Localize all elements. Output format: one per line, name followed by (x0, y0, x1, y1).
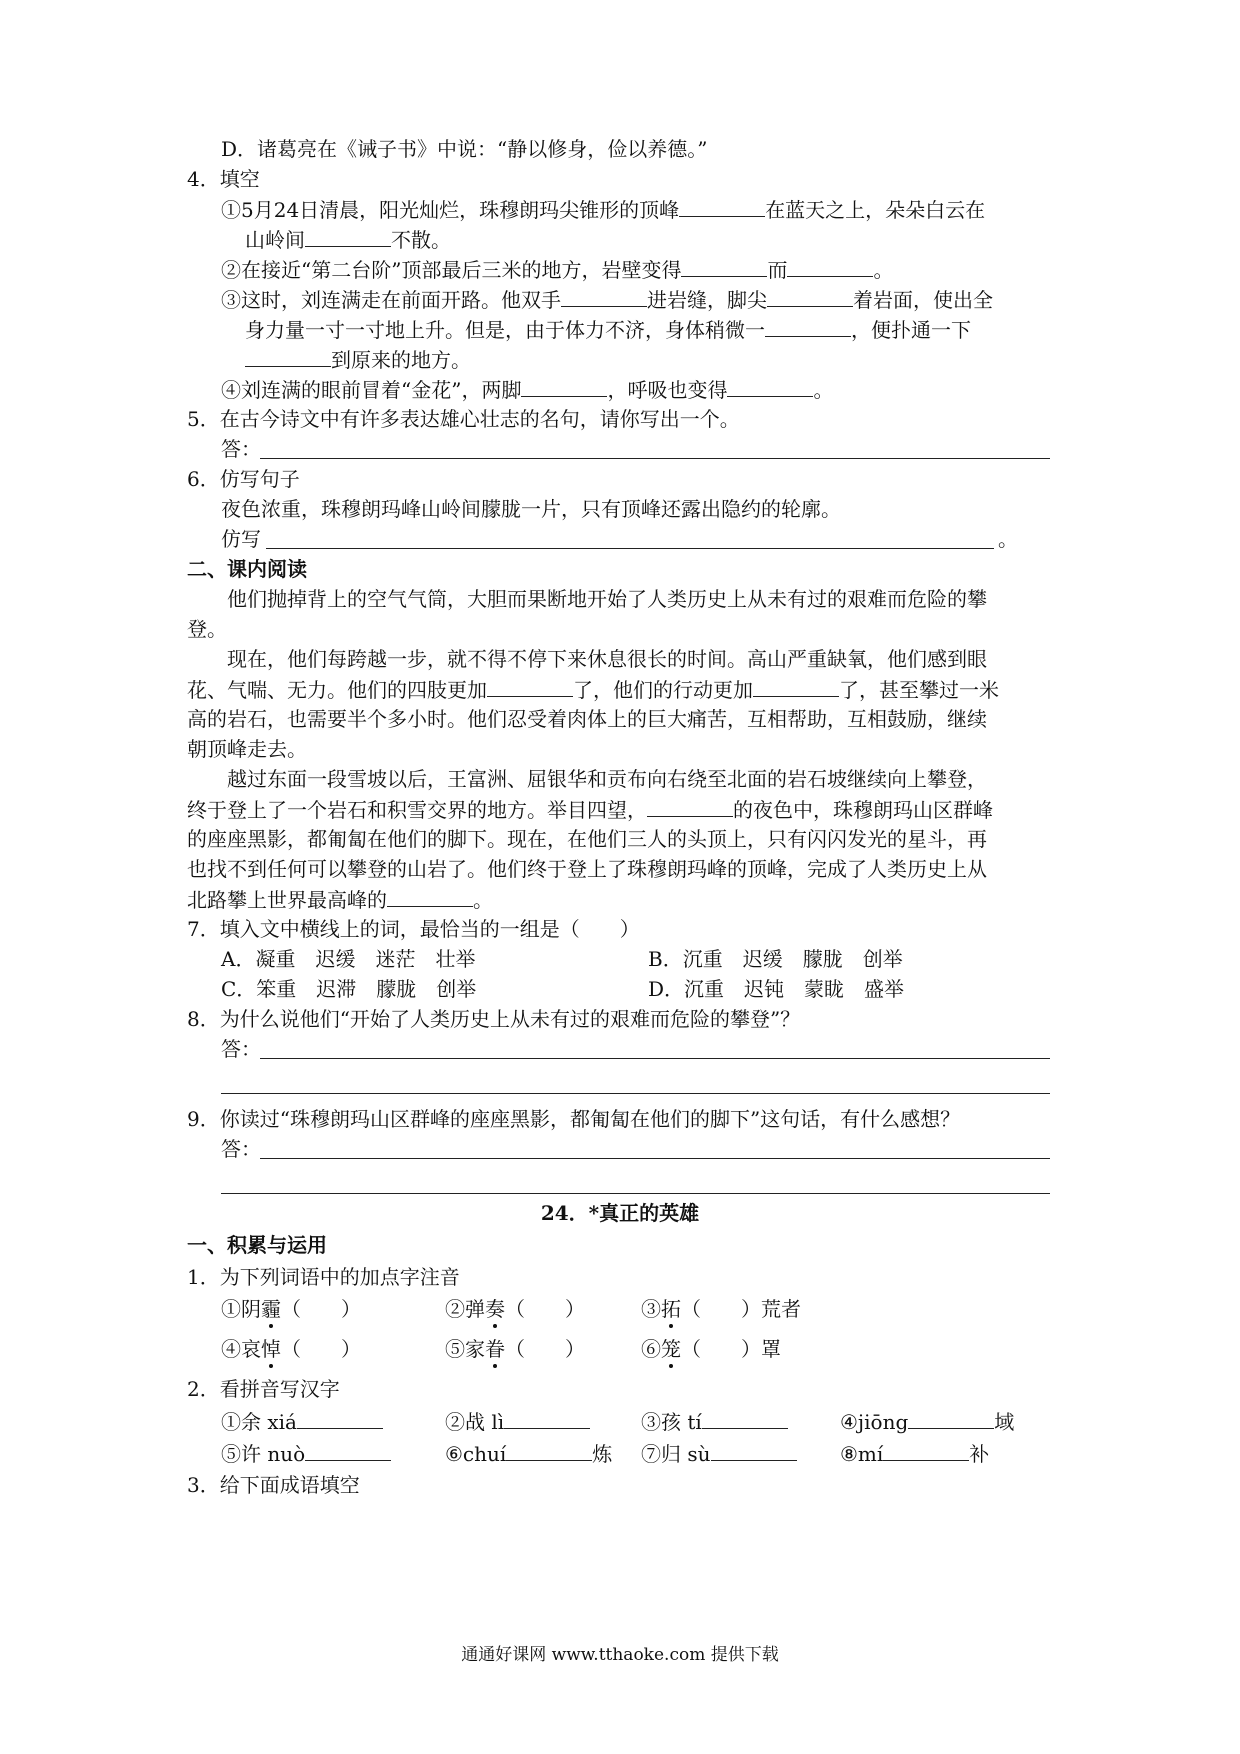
q7-option-c[interactable]: C．笨重 迟滞 朦胧 创举 (221, 977, 477, 1001)
section-heading-reading: 二、课内阅读 (187, 557, 307, 581)
reading-p2-line3: 高的岩石，也需要半个多小时。他们忍受着肉体上的巨大痛苦，互相帮助，互相鼓励，继续 (187, 707, 987, 731)
pinyin-item-3: ③拓（ ）荒者 (641, 1297, 801, 1321)
char-item-3: ③孩 tí (641, 1406, 1240, 1437)
blank[interactable] (681, 254, 767, 277)
pinyin-item-6: ⑥笼（ ）罩 (641, 1337, 781, 1361)
page-footer: 通通好课网 www.tthaoke.com 提供下载 (461, 1645, 779, 1665)
q6-imitate-label: 仿写 (221, 527, 261, 551)
q4-2: ②在接近“第二台阶”顶部最后三米的地方，岩壁变得 而 。 (221, 254, 1240, 285)
blank[interactable] (561, 284, 647, 307)
l24-q2: 2．看拼音写汉字 (187, 1377, 340, 1401)
q7-option-a[interactable]: A．凝重 迟缓 迷茫 壮举 (221, 947, 476, 971)
reading-p1-line2: 登。 (187, 617, 227, 641)
q4-1-line1: ①5月24日清晨，阳光灿烂，珠穆朗玛尖锥形的顶峰 在蓝天之上，朵朵白云在 (221, 194, 1240, 225)
blank[interactable] (647, 794, 733, 817)
dotted-char: 笼 (661, 1337, 681, 1361)
q4-title: 4．填空 (187, 167, 260, 191)
reading-p1-line1: 他们抛掉背上的空气气筒，大胆而果断地开始了人类历史上从未有过的艰难而危险的攀 (227, 587, 987, 611)
reading-p3-line4: 也找不到任何可以攀登的山岩了。他们终于登上了珠穆朗玛峰的顶峰，完成了人类历史上从 (187, 857, 987, 881)
pinyin-item-4: ④哀悼（ ） (221, 1337, 361, 1361)
blank[interactable] (727, 374, 813, 397)
char-item-4: ④jiōng 域 (840, 1406, 1240, 1437)
blank[interactable] (245, 344, 331, 367)
q5-answer-label: 答： (221, 437, 261, 461)
blank[interactable] (487, 674, 573, 697)
q8-answer-label: 答： (221, 1037, 261, 1061)
reading-p2-line2: 花、气喘、无力。他们的四肢更加 了，他们的行动更加 了，甚至攀过一米 (187, 674, 1240, 705)
reading-p2-line1: 现在，他们每跨越一步，就不得不停下来休息很长的时间。高山严重缺氧，他们感到眼 (227, 647, 987, 671)
blank[interactable] (521, 374, 607, 397)
char-item-6: ⑥chuí 炼 (445, 1438, 1240, 1469)
q4-4: ④刘连满的眼前冒着“金花”，两脚 ，呼吸也变得 。 (221, 374, 1240, 405)
q7: 7．填入文中横线上的词，最恰当的一组是（ ） (187, 917, 640, 941)
pinyin-item-1: ①阴霾（ ） (221, 1297, 361, 1321)
char-item-5: ⑤许 nuò (221, 1438, 1240, 1469)
blank[interactable] (883, 1438, 969, 1461)
q8: 8．为什么说他们“开始了人类历史上从未有过的艰难而危险的攀登”？ (187, 1007, 801, 1031)
blank[interactable] (711, 1438, 797, 1461)
char-item-2: ②战 lì (445, 1406, 1240, 1437)
q9-answer-label: 答： (221, 1137, 261, 1161)
char-item-7: ⑦归 sù (641, 1438, 1240, 1469)
q4-3-line1: ③这时，刘连满走在前面开路。他双手 进岩缝，脚尖 着岩面，使出全 (221, 284, 1240, 315)
blank[interactable] (753, 674, 839, 697)
blank[interactable] (305, 224, 391, 247)
q5-answer-line[interactable] (260, 458, 1050, 459)
blank[interactable] (506, 1438, 592, 1461)
q4-3-line3: 到原来的地方。 (245, 344, 1240, 375)
l24-q3: 3．给下面成语填空 (187, 1473, 360, 1497)
l24-q1: 1．为下列词语中的加点字注音 (187, 1265, 460, 1289)
q9-answer-line-2[interactable] (221, 1193, 1050, 1194)
dotted-char: 奏 (485, 1297, 505, 1321)
blank[interactable] (767, 284, 853, 307)
dotted-char: 眷 (485, 1337, 505, 1361)
reading-p3-line2: 终于登上了一个岩石和积雪交界的地方。举目四望， 的夜色中，珠穆朗玛山区群峰 (187, 794, 1240, 825)
blank[interactable] (297, 1406, 383, 1429)
blank[interactable] (702, 1406, 788, 1429)
blank[interactable] (504, 1406, 590, 1429)
reading-p3-line1: 越过东面一段雪坡以后，王富洲、屈银华和贡布向右绕至北面的岩石坡继续向上攀登， (227, 767, 987, 791)
q9-answer-line-1[interactable] (260, 1158, 1050, 1159)
q8-answer-line-2[interactable] (221, 1093, 1050, 1094)
reading-p3-line5: 北路攀上世界最高峰的 。 (187, 884, 1240, 915)
reading-p2-line4: 朝顶峰走去。 (187, 737, 307, 761)
reading-p3-line3: 的座座黑影，都匍匐在他们的脚下。现在，在他们三人的头顶上，只有闪闪发光的星斗，再 (187, 827, 987, 851)
pinyin-item-2: ②弹奏（ ） (445, 1297, 585, 1321)
q7-option-d[interactable]: D．沉重 迟钝 蒙眬 盛举 (648, 977, 905, 1001)
pinyin-item-5: ⑤家眷（ ） (445, 1337, 585, 1361)
char-item-8: ⑧mí 补 (840, 1438, 1240, 1469)
q6-end: 。 (998, 527, 1018, 551)
q9: 9．你读过“珠穆朗玛山区群峰的座座黑影，都匍匐在他们的脚下”这句话，有什么感想？ (187, 1107, 961, 1131)
q8-answer-line-1[interactable] (260, 1058, 1050, 1059)
lesson-title: 24．*真正的英雄 (540, 1201, 700, 1225)
dotted-char: 悼 (261, 1337, 281, 1361)
blank[interactable] (787, 254, 873, 277)
blank[interactable] (387, 884, 473, 907)
char-item-1: ①余 xiá (221, 1406, 1240, 1437)
q7-option-b[interactable]: B．沉重 迟缓 朦胧 创举 (648, 947, 903, 971)
q6-sentence: 夜色浓重，珠穆朗玛峰山岭间朦胧一片，只有顶峰还露出隐约的轮廓。 (221, 497, 841, 521)
q4-3-line2: 身力量一寸一寸地上升。但是，由于体力不济，身体稍微一 ，便扑通一下 (245, 314, 1240, 345)
q4-1-line2: 山岭间 不散。 (245, 224, 1240, 255)
q5: 5．在古今诗文中有许多表达雄心壮志的名句，请你写出一个。 (187, 407, 740, 431)
blank[interactable] (679, 194, 765, 217)
dotted-char: 霾 (261, 1297, 281, 1321)
section-heading-accumulation: 一、积累与运用 (187, 1233, 327, 1257)
blank[interactable] (765, 314, 851, 337)
blank[interactable] (305, 1438, 391, 1461)
q6-title: 6．仿写句子 (187, 467, 300, 491)
dotted-char: 拓 (661, 1297, 681, 1321)
option-d: D．诸葛亮在《诫子书》中说：“静以修身，俭以养德。” (221, 137, 708, 161)
blank[interactable] (908, 1406, 994, 1429)
q6-answer-line[interactable] (266, 548, 994, 549)
